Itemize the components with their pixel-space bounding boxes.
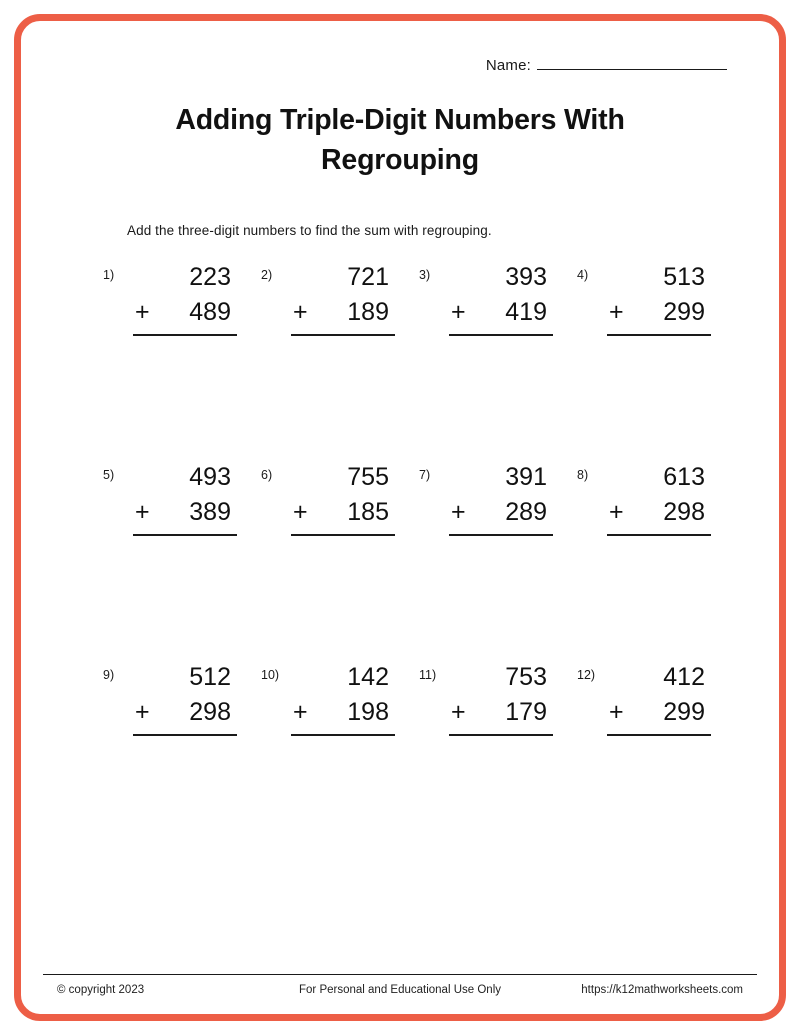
problem-number: 8): [577, 467, 589, 482]
name-input-line[interactable]: [537, 55, 727, 70]
operator-and-second-addend: [607, 295, 711, 331]
second-addend: 489: [189, 298, 231, 327]
problem-cell: [247, 660, 405, 860]
usage-notice: For Personal and Educational Use Only: [299, 984, 501, 996]
problem-expression: [291, 260, 395, 336]
page-border: [14, 14, 786, 1021]
copyright-text: © copyright 2023: [57, 984, 145, 996]
sum-rule-line: [607, 534, 711, 536]
problem-number: 12): [577, 667, 596, 682]
footer-row: [43, 984, 757, 996]
page-title: Adding Triple-Digit Numbers With Regrouping: [175, 104, 625, 177]
plus-sign: +: [609, 698, 624, 727]
operator-and-second-addend: [449, 695, 553, 731]
first-addend: 412: [663, 662, 705, 691]
problem-cell: [247, 460, 405, 660]
first-addend: 512: [189, 662, 231, 691]
operator-and-second-addend: [133, 695, 237, 731]
problem-cell: [405, 260, 563, 460]
plus-sign: +: [293, 498, 308, 527]
problem-cell: [563, 660, 721, 860]
operator-and-second-addend: [133, 495, 237, 531]
problem-cell: [563, 260, 721, 460]
second-addend: 185: [347, 498, 389, 527]
name-field-row: [65, 55, 735, 74]
operator-and-second-addend: [449, 295, 553, 331]
second-addend: 299: [663, 698, 705, 727]
second-addend: 298: [663, 498, 705, 527]
operator-and-second-addend: [607, 495, 711, 531]
problem-number: 6): [261, 467, 273, 482]
problem-expression: [133, 660, 237, 736]
problem-expression: [291, 460, 395, 536]
problem-expression: [449, 260, 553, 336]
plus-sign: +: [451, 298, 466, 327]
problem-number: 4): [577, 267, 589, 282]
second-addend: 299: [663, 298, 705, 327]
first-addend: 393: [505, 262, 547, 291]
problem-expression: [449, 660, 553, 736]
plus-sign: +: [609, 498, 624, 527]
sum-rule-line: [449, 734, 553, 736]
problem-cell: [405, 660, 563, 860]
second-addend: 289: [505, 498, 547, 527]
operator-and-second-addend: [291, 695, 395, 731]
problem-row: [89, 660, 721, 860]
plus-sign: +: [135, 298, 150, 327]
first-addend: 493: [189, 462, 231, 491]
problem-cell: [89, 460, 247, 660]
problem-number: 10): [261, 667, 280, 682]
sum-rule-line: [291, 534, 395, 536]
first-addend: 223: [189, 262, 231, 291]
problem-row: [89, 460, 721, 660]
problem-number: 9): [103, 667, 115, 682]
first-addend: 142: [347, 662, 389, 691]
problem-row: [89, 260, 721, 460]
second-addend: 419: [505, 298, 547, 327]
problem-number: 1): [103, 267, 115, 282]
operator-and-second-addend: [607, 695, 711, 731]
sum-rule-line: [133, 534, 237, 536]
problem-number: 7): [419, 467, 431, 482]
problem-expression: [607, 460, 711, 536]
operator-and-second-addend: [291, 495, 395, 531]
plus-sign: +: [451, 498, 466, 527]
sum-rule-line: [449, 534, 553, 536]
sum-rule-line: [607, 334, 711, 336]
problem-expression: [607, 260, 711, 336]
instructions-text: Add the three-digit numbers to find the sum with regrouping.: [127, 222, 492, 238]
worksheet-body: [21, 21, 779, 1014]
problem-cell: [247, 260, 405, 460]
problem-number: 2): [261, 267, 273, 282]
problem-expression: [607, 660, 711, 736]
operator-and-second-addend: [133, 295, 237, 331]
problem-cell: [405, 460, 563, 660]
second-addend: 198: [347, 698, 389, 727]
problem-number: 3): [419, 267, 431, 282]
second-addend: 179: [505, 698, 547, 727]
operator-and-second-addend: [449, 495, 553, 531]
sum-rule-line: [607, 734, 711, 736]
problem-expression: [133, 260, 237, 336]
first-addend: 721: [347, 262, 389, 291]
second-addend: 389: [189, 498, 231, 527]
sum-rule-line: [133, 334, 237, 336]
plus-sign: +: [609, 298, 624, 327]
problem-number: 11): [419, 667, 437, 682]
problem-cell: [89, 260, 247, 460]
first-addend: 755: [347, 462, 389, 491]
second-addend: 298: [189, 698, 231, 727]
problem-cell: [89, 660, 247, 860]
sum-rule-line: [291, 334, 395, 336]
plus-sign: +: [293, 298, 308, 327]
name-label: Name:: [485, 57, 531, 74]
sum-rule-line: [449, 334, 553, 336]
operator-and-second-addend: [291, 295, 395, 331]
problem-expression: [449, 460, 553, 536]
first-addend: 753: [505, 662, 547, 691]
footer-divider: [43, 974, 757, 975]
sum-rule-line: [133, 734, 237, 736]
problem-grid: [65, 260, 735, 860]
sum-rule-line: [291, 734, 395, 736]
plus-sign: +: [135, 498, 150, 527]
first-addend: 513: [663, 262, 705, 291]
first-addend: 613: [663, 462, 705, 491]
plus-sign: +: [451, 698, 466, 727]
problem-number: 5): [103, 467, 115, 482]
plus-sign: +: [135, 698, 150, 727]
problem-expression: [291, 660, 395, 736]
problem-cell: [563, 460, 721, 660]
problem-expression: [133, 460, 237, 536]
first-addend: 391: [505, 462, 547, 491]
second-addend: 189: [347, 298, 389, 327]
source-url[interactable]: https://k12mathworksheets.com: [581, 984, 743, 996]
plus-sign: +: [293, 698, 308, 727]
page-footer: [43, 974, 757, 996]
